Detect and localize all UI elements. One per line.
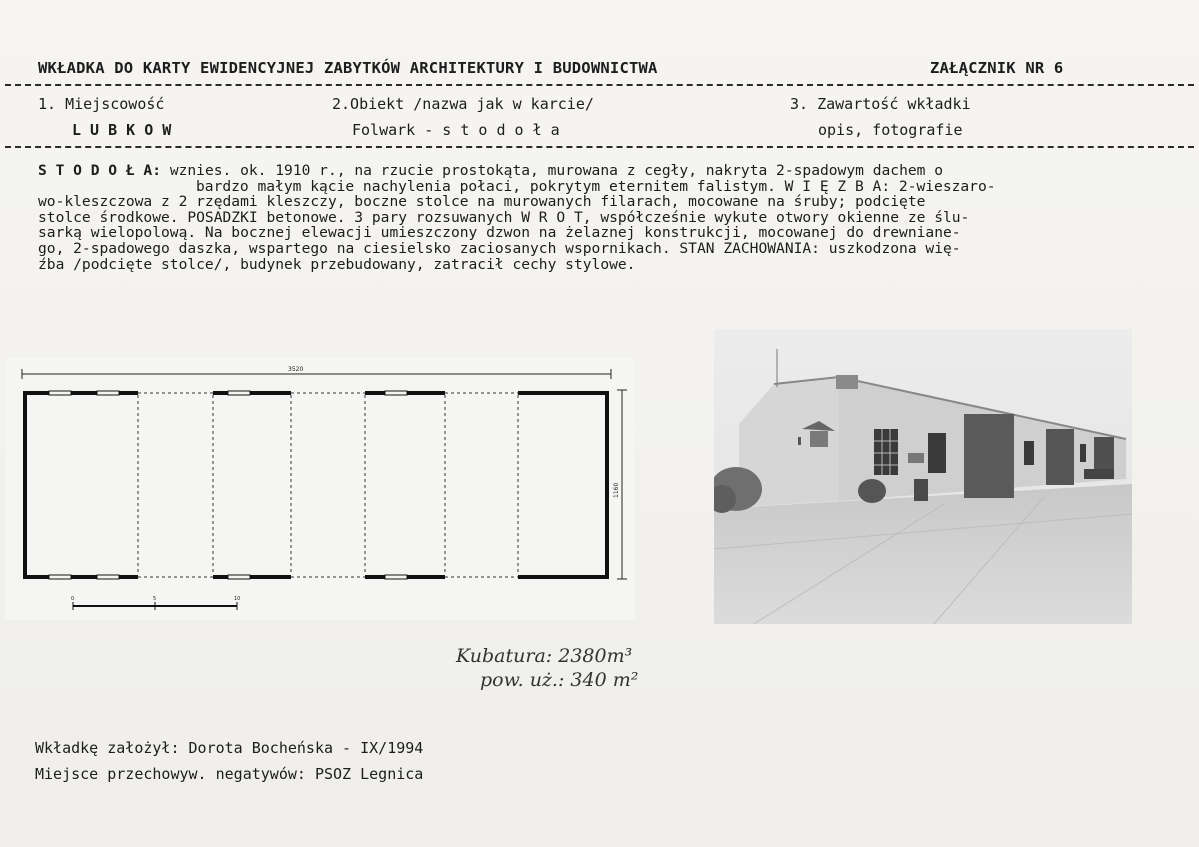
barn-photo-image — [714, 329, 1132, 624]
barn-photograph — [714, 329, 1132, 624]
created-by: Wkładkę założył: Dorota Bocheńska - IX/1994 — [35, 739, 424, 757]
plan-truss-lines — [138, 393, 518, 577]
scale-label-5: 5 — [153, 596, 157, 602]
object-label: 2.Obiekt /nazwa jak w karcie/ — [332, 95, 594, 113]
plan-width-dimension: 1160 — [613, 482, 620, 498]
contents-value: opis, fotografie — [818, 121, 963, 139]
scale-label-0: 0 — [71, 596, 75, 602]
plan-walls — [23, 391, 609, 579]
description-line-1: wznies. ok. 1910 r., na rzucie prostokąta, murowana z cegły, nakryta 2-spadowym dachem o — [169, 162, 943, 179]
scale-label-10: 10 — [234, 596, 241, 602]
plan-length-dimension: 3520 — [288, 366, 304, 373]
dashed-rule-top — [5, 84, 1194, 86]
description-block — [38, 163, 996, 272]
plan-scale-bar — [71, 596, 240, 610]
description-line-4: stolce środkowe. POSADZKI betonowe. 3 pary rozsuwanych W R O T, współcześnie wykute otwory okienne ze ślu- — [38, 208, 970, 226]
object-value: Folwark - s t o d o ł a — [352, 121, 560, 139]
description-line-3: wo-kleszczowa z 2 rzędami kleszczy, boczne stolce na murowanych filarach, mocowane na śruby; podcięte — [38, 193, 926, 211]
floor-plan — [5, 358, 635, 620]
description-heading: S T O D O Ł A: — [38, 162, 162, 179]
locality-label: 1. Miejscowość — [38, 95, 165, 113]
description-line-6: go, 2-spadowego daszka, wspartego na ciesielsko zaciosanych wspornikach. STAN ZACHOWANIA: uszkodzona wię- — [38, 239, 961, 257]
description-line-7: źba /podcięte stolce/, budynek przebudowany, zatracił cechy stylowe. — [38, 255, 636, 273]
locality-value: L U B K O W — [72, 121, 172, 139]
document-title: WKŁADKA DO KARTY EWIDENCYJNEJ ZABYTKÓW ARCHITEKTURY I BUDOWNICTWA — [38, 59, 658, 77]
handwritten-area: pow. uż.: 340 m² — [480, 669, 639, 691]
negatives-storage: Miejsce przechowyw. negatywów: PSOZ Legnica — [35, 765, 424, 783]
description-line-5: sarką wielopolową. Na bocznej elewacji umieszczony dzwon na żelaznej konstrukcji, mocowanej do drewniane- — [38, 224, 961, 242]
description-line-2: bardzo małym kącie nachylenia połaci, pokrytym eternitem falistym. W I Ę Z B A: 2-wieszaro- — [196, 177, 996, 195]
attachment-number: ZAŁĄCZNIK NR 6 — [930, 59, 1064, 77]
plan-windows — [49, 391, 407, 579]
dashed-rule-middle — [5, 146, 1194, 148]
contents-label: 3. Zawartość wkładki — [790, 95, 971, 113]
floor-plan-drawing — [5, 358, 635, 620]
handwritten-volume: Kubatura: 2380m³ — [456, 645, 633, 667]
